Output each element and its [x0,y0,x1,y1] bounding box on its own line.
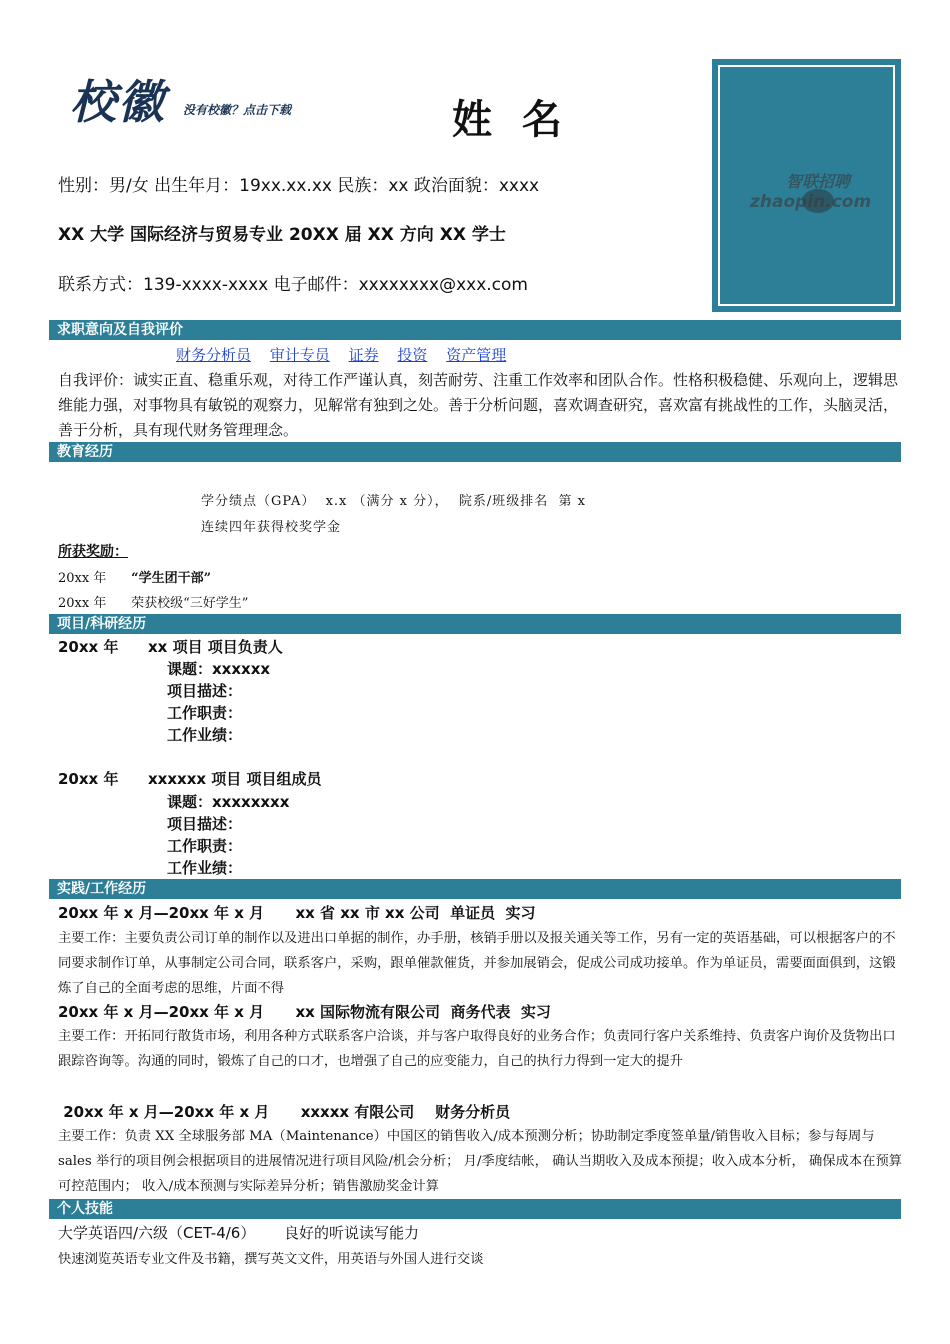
contact-line: 联系方式：139-xxxx-xxxx 电子邮件：xxxxxxxx@xxx.com [58,275,528,295]
project-result-label: 工作业绩： [167,726,243,744]
project-duty-label: 工作职责： [167,837,243,855]
job-link-3[interactable]: 证券 [348,346,379,364]
job-link-2[interactable]: 审计专员 [269,346,330,364]
project-title: xx 项目 项目负责人 [148,638,283,656]
self-evaluation: 自我评价：诚实正直、稳重乐观，对待工作严谨认真，刻苦耐劳、注重工作效率和团队合作。性格积极稳健、乐观向上，逻辑思维能力强，对事物具有敏锐的观察力，见解常有独到之处。善于分析问题，喜欢调查研究，喜欢富有挑战性的工作，头脑灵活，善于分析，具有现代财务管理理念。 [58,371,899,439]
work-heading: 20xx 年 x 月—20xx 年 x 月 xx 国际物流有限公司 商务代表 实习 [58,1003,551,1021]
award-year: 20xx 年 [58,571,107,586]
personal-info-line: 性别：男/女 出生年月：19xx.xx.xx 民族：xx 政治面貌：xxxx [58,176,540,196]
project-topic: 课题：xxxxxxxx [167,793,290,811]
skill-english-detail: 快速浏览英语专业文件及书籍，撰写英文文件，用英语与外国人进行交谈 [58,1252,484,1267]
zhaopin-watermark-icon [748,167,873,217]
awards-title: 所获奖励： [58,544,128,560]
work-heading: 20xx 年 x 月—20xx 年 x 月 xx 省 xx 市 xx 公司 单证员 实习 [58,904,536,922]
project-duty-label: 工作职责： [167,704,243,722]
award-text: 荣获校级“三好学生” [131,596,249,611]
project-result-label: 工作业绩： [167,859,243,877]
section-bar-practice: 实践/工作经历 [49,879,901,899]
job-link-1[interactable]: 财务分析员 [176,346,252,364]
award-year: 20xx 年 [58,596,107,611]
section-bar-projects: 项目/科研经历 [49,614,901,634]
work-description: 主要工作：主要负责公司订单的制作以及进出口单据的制作，办手册，核销手册以及报关通关等工作，另有一定的英语基础，可以根据客户的不同要求制作订单，从事制定公司合同，联系客户，采购，跟单催款催货，并参加展销会，促成公司成功接单。作为单证员，需要面面俱到，这锻炼了自己的全面考虑的思维，片面不得 [58,931,896,996]
award-item [58,567,211,586]
project-date: 20xx 年 [58,638,119,656]
work-description: 主要工作：开拓同行散货市场，利用各种方式联系客户洽谈，并与客户取得良好的业务合作；负责同行客户关系维持、负责客户询价及货物出口跟踪咨询等。沟通的同时，锻炼了自己的口才，也增强了自己的应变能力，自己的执行力得到一定大的提升 [58,1029,896,1069]
award-text: “学生团干部” [131,571,212,586]
work-description: 主要工作：负责 XX 全球服务部 MA（Maintenance）中国区的销售收入/成本预测分析；协助制定季度签单量/销售收入目标；参与每周与 sales 举行的项目例会根据项目的进展情况进行项目风险/机会分析； 月/季度结帐， 确认当期收入及成本预提；收入成本分析， 确保成本在预算可控范围内； 收入/成本预测与实际差异分析；销售激励奖金计算 [58,1129,903,1194]
award-item [58,592,248,611]
section-bar-education: 教育经历 [49,442,901,462]
section-bar-intent: 求职意向及自我评价 [49,320,901,340]
scholarship-line: 连续四年获得校奖学金 [201,520,342,535]
education-summary-line: XX 大学 国际经济与贸易专业 20XX 届 XX 方向 XX 学士 [58,225,506,245]
section-bar-skills: 个人技能 [49,1199,901,1219]
gpa-line: 学分绩点（GPA） x.x （满分 x 分）， 院系/班级排名 第 x [201,494,586,509]
candidate-name: 姓 名 [452,97,570,143]
project-title: xxxxxx 项目 项目组成员 [148,770,322,788]
watermark-cn: 智联招聘 [786,172,851,191]
job-intent-links [176,344,520,365]
project-desc-label: 项目描述： [167,815,243,833]
job-link-5[interactable]: 资产管理 [446,346,507,364]
job-link-4[interactable]: 投资 [397,346,428,364]
photo-placeholder[interactable] [712,59,901,312]
watermark-domain: zhaopin.com [750,192,872,212]
project-topic: 课题：xxxxxx [167,660,271,678]
logo-download-link[interactable]: 没有校徽？点击下载 [183,103,292,117]
work-heading: 20xx 年 x 月—20xx 年 x 月 xxxxx 有限公司 财务分析员 [58,1103,511,1121]
skill-english-level: 大学英语四/六级（CET-4/6） 良好的听说读写能力 [58,1224,419,1242]
school-logo-text: 校徽 [70,75,166,129]
project-desc-label: 项目描述： [167,682,243,700]
project-date: 20xx 年 [58,770,119,788]
photo-border [718,65,895,306]
